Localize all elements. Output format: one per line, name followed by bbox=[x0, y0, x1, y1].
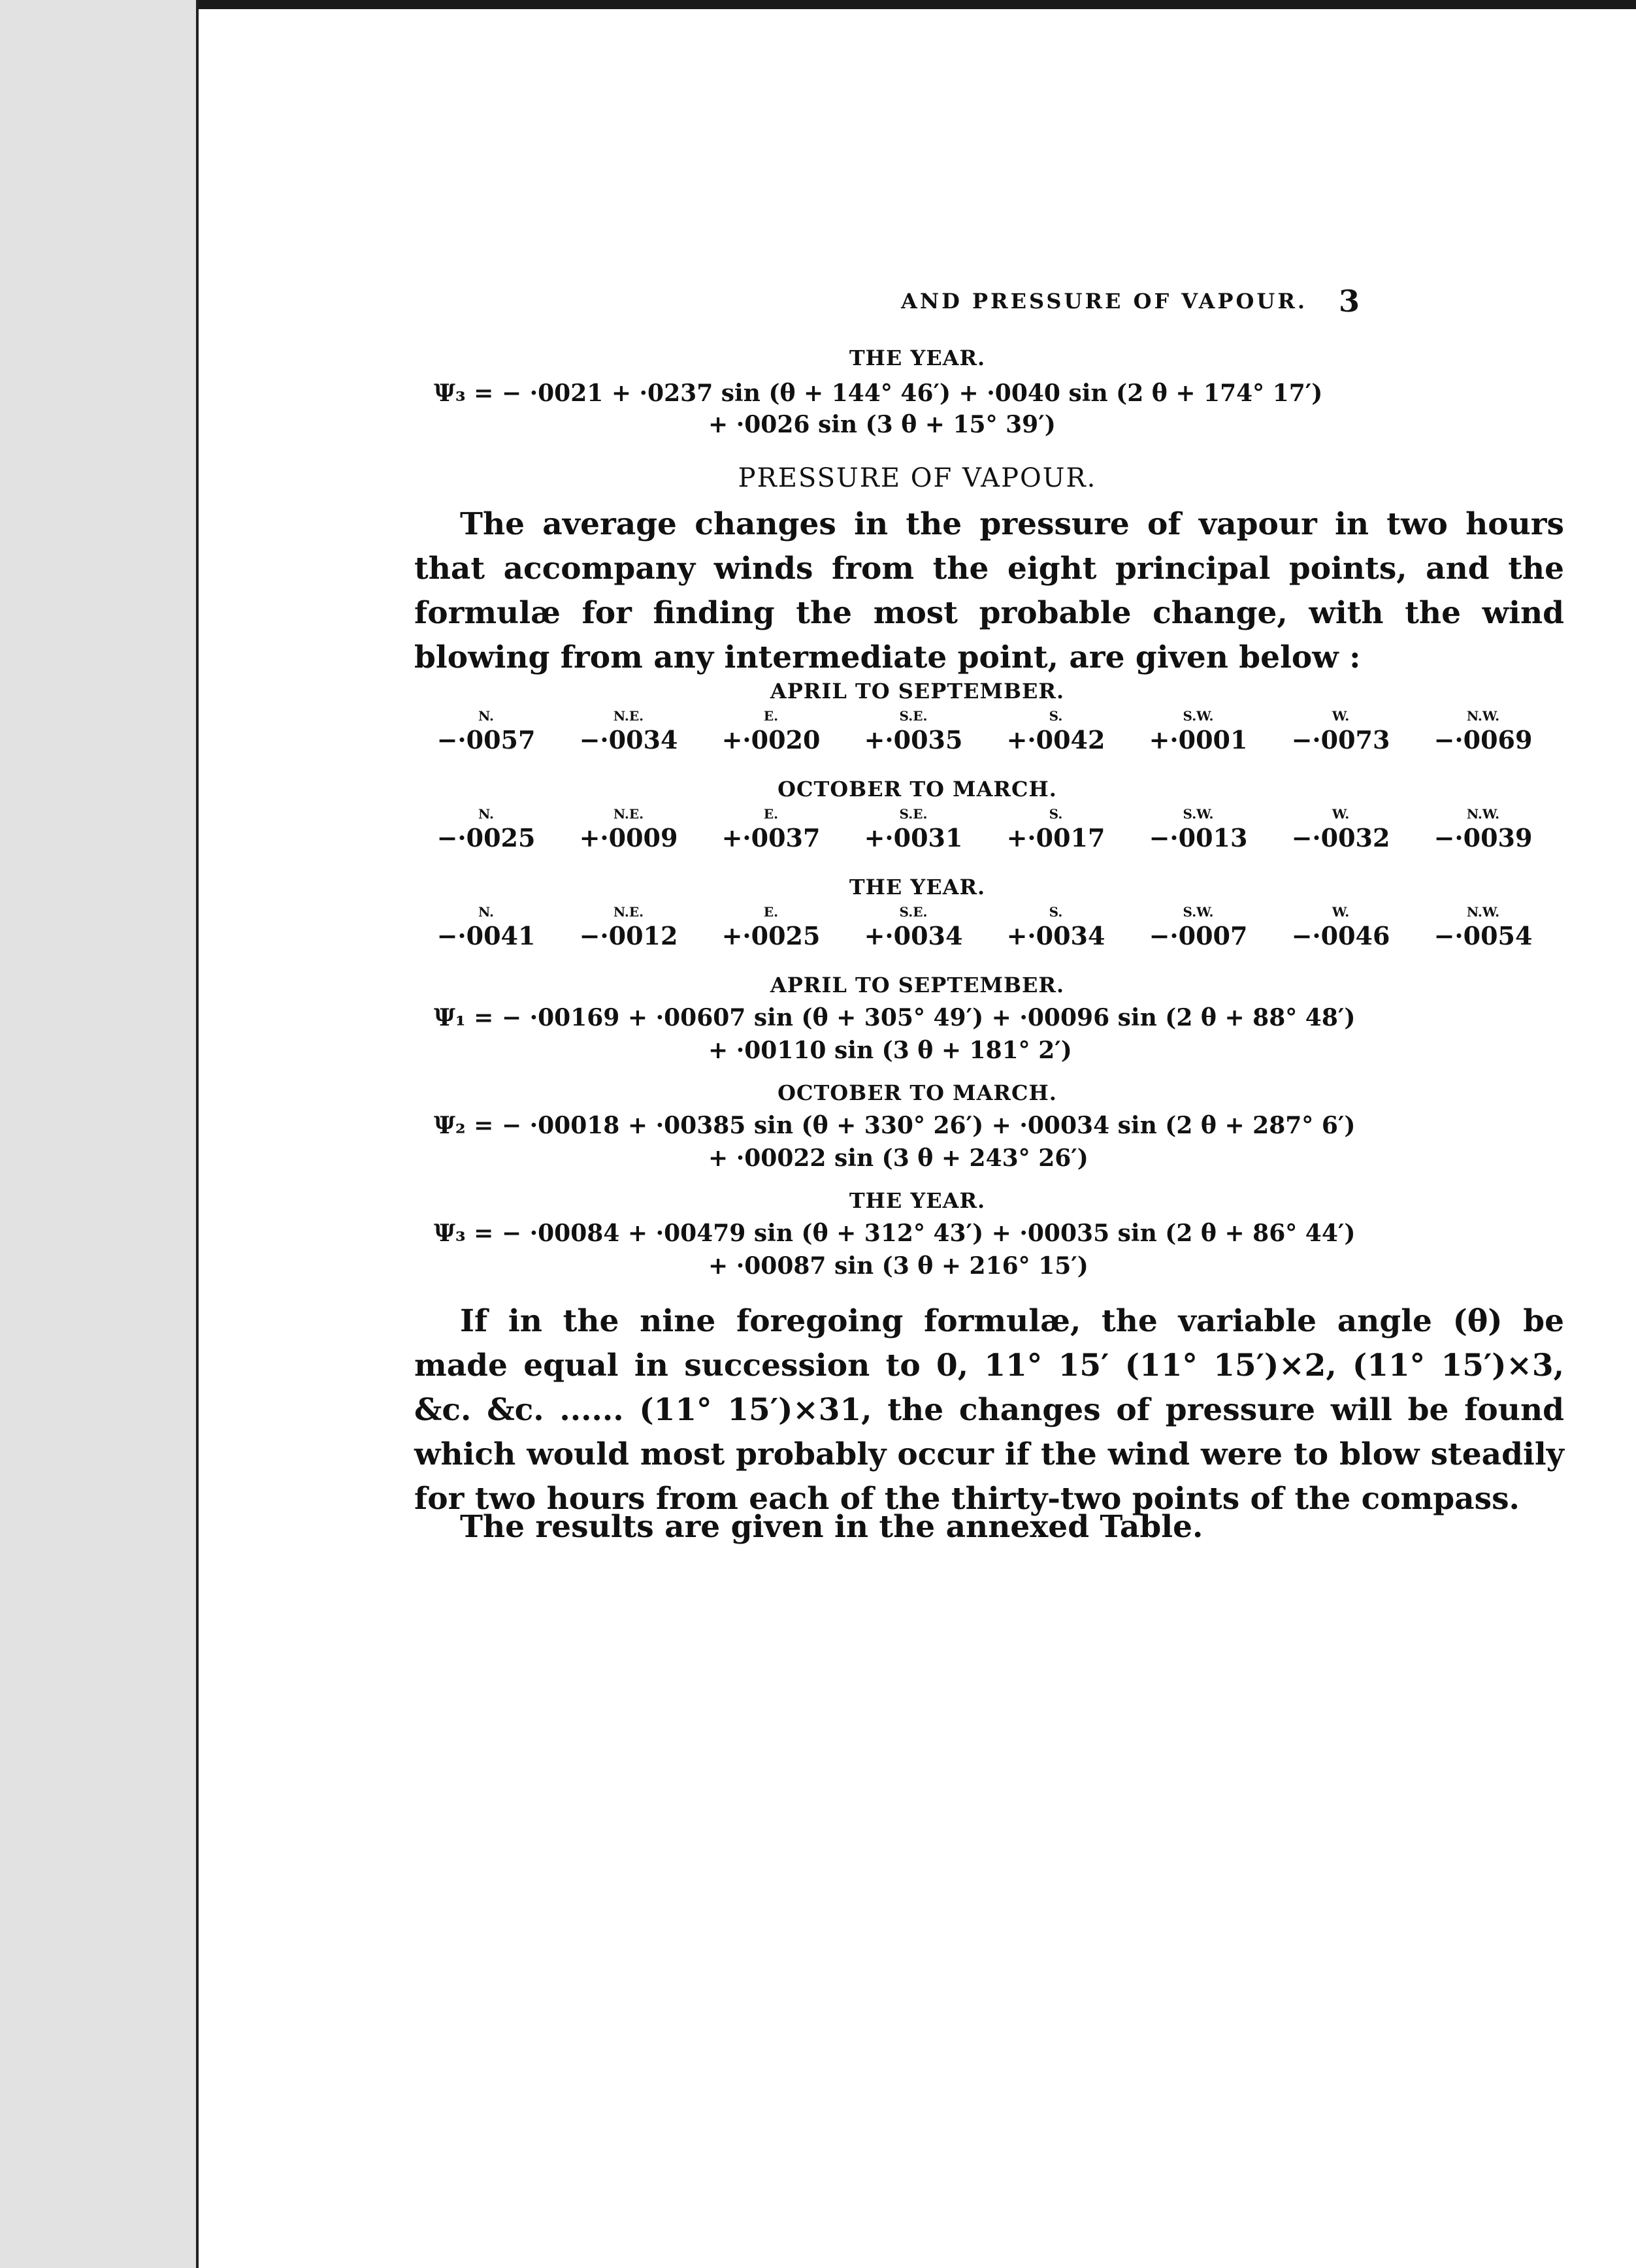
wind-cell bbox=[706, 708, 836, 767]
wind-value: −·0057 bbox=[436, 725, 536, 754]
table-caption: THE YEAR. bbox=[849, 875, 986, 899]
results-note: The results are given in the annexed Table. bbox=[460, 1509, 1203, 1545]
scan-edge bbox=[0, 0, 1636, 9]
wind-value: −·0041 bbox=[436, 921, 536, 950]
wind-cell bbox=[563, 708, 694, 767]
intro-paragraph: The average changes in the pressure of vapour in two hours that accompany winds from the eight principal points, and the formulæ for finding the most probable change, with the wind blowing from any intermediate point, are given below : bbox=[414, 506, 1564, 675]
wind-direction: W. bbox=[1332, 904, 1350, 920]
wind-cell bbox=[563, 904, 694, 963]
wind-value: −·0069 bbox=[1433, 725, 1533, 754]
wind-cell bbox=[1418, 904, 1548, 963]
wind-direction: S.W. bbox=[1183, 708, 1214, 724]
running-head: AND PRESSURE OF VAPOUR. bbox=[901, 289, 1308, 314]
wind-cell bbox=[990, 708, 1121, 767]
wind-cell bbox=[1133, 904, 1264, 963]
formula-line-1: Ψ₁ = − ·00169 + ·00607 sin (θ + 305° 49′) + ·00096 sin (2 θ + 88° 48′) bbox=[434, 1004, 1356, 1031]
wind-value: +·0042 bbox=[1006, 725, 1105, 754]
wind-value: +·0009 bbox=[579, 823, 678, 852]
wind-direction: S.W. bbox=[1183, 806, 1214, 822]
formula-line-2: + ·00087 sin (3 θ + 216° 15′) bbox=[708, 1252, 1088, 1280]
wind-row bbox=[414, 904, 1564, 963]
wind-direction: N.W. bbox=[1466, 708, 1500, 724]
wind-direction: N.E. bbox=[613, 806, 644, 822]
wind-cell bbox=[421, 708, 551, 767]
wind-direction: N. bbox=[478, 708, 494, 724]
formula-caption: THE YEAR. bbox=[849, 346, 986, 370]
wind-cell bbox=[706, 806, 836, 865]
page-header bbox=[199, 284, 1636, 329]
wind-cell bbox=[1275, 806, 1406, 865]
wind-direction: E. bbox=[763, 708, 779, 724]
wind-value: +·0017 bbox=[1006, 823, 1105, 852]
wind-direction: S.E. bbox=[899, 708, 928, 724]
wind-direction: W. bbox=[1332, 708, 1350, 724]
formula-line-1: Ψ₃ = − ·00084 + ·00479 sin (θ + 312° 43′) + ·00035 sin (2 θ + 86° 44′) bbox=[434, 1220, 1356, 1247]
wind-direction: N. bbox=[478, 806, 494, 822]
wind-value: −·0034 bbox=[579, 725, 678, 754]
wind-cell bbox=[1418, 806, 1548, 865]
wind-value: +·0034 bbox=[1006, 921, 1105, 950]
formula-line-2: + ·0026 sin (3 θ + 15° 39′) bbox=[708, 411, 1056, 438]
wind-direction: N.W. bbox=[1466, 904, 1500, 920]
wind-value: −·0025 bbox=[436, 823, 536, 852]
wind-direction: S. bbox=[1049, 904, 1063, 920]
table-caption: APRIL TO SEPTEMBER. bbox=[770, 679, 1065, 704]
wind-cell bbox=[563, 806, 694, 865]
wind-value: −·0054 bbox=[1433, 921, 1533, 950]
wind-value: −·0073 bbox=[1291, 725, 1390, 754]
formula-line-2: + ·00022 sin (3 θ + 243° 26′) bbox=[708, 1144, 1088, 1172]
wind-value: +·0020 bbox=[721, 725, 821, 754]
section-title: PRESSURE OF VAPOUR. bbox=[738, 463, 1097, 493]
wind-cell bbox=[1418, 708, 1548, 767]
wind-cell bbox=[421, 904, 551, 963]
wind-cell bbox=[1275, 904, 1406, 963]
wind-row bbox=[414, 806, 1564, 865]
wind-row bbox=[414, 708, 1564, 767]
wind-value: +·0001 bbox=[1149, 725, 1248, 754]
wind-cell bbox=[848, 708, 979, 767]
wind-direction: N. bbox=[478, 904, 494, 920]
formula-caption: APRIL TO SEPTEMBER. bbox=[770, 973, 1065, 997]
wind-value: −·0039 bbox=[1433, 823, 1533, 852]
table-caption: OCTOBER TO MARCH. bbox=[777, 777, 1057, 802]
formula-caption: OCTOBER TO MARCH. bbox=[777, 1080, 1057, 1105]
wind-direction: E. bbox=[763, 904, 779, 920]
wind-value: −·0012 bbox=[579, 921, 678, 950]
wind-value: −·0046 bbox=[1291, 921, 1390, 950]
wind-cell bbox=[990, 806, 1121, 865]
wind-value: +·0025 bbox=[721, 921, 821, 950]
wind-direction: W. bbox=[1332, 806, 1350, 822]
conclusion-paragraph: If in the nine foregoing formulæ, the variable angle (θ) be made equal in succession to 0, 11° 15′ (11° 15′)×2, (11° 15′)×3, &c. &c. ...... (11° 15′)×31, the changes of pressure will be found which would most probably occur if the wind were to blow steadily for two hours from each of the thirty-two points of the compass. bbox=[414, 1303, 1564, 1517]
formula-line-1: Ψ₃ = − ·0021 + ·0237 sin (θ + 144° 46′) + ·0040 sin (2 θ + 174° 17′) bbox=[434, 380, 1323, 407]
wind-value: +·0031 bbox=[864, 823, 963, 852]
wind-cell bbox=[421, 806, 551, 865]
wind-value: −·0007 bbox=[1149, 921, 1248, 950]
wind-cell bbox=[848, 904, 979, 963]
wind-direction: S. bbox=[1049, 806, 1063, 822]
wind-cell bbox=[990, 904, 1121, 963]
wind-direction: S.E. bbox=[899, 904, 928, 920]
wind-direction: N.E. bbox=[613, 904, 644, 920]
wind-value: −·0013 bbox=[1149, 823, 1248, 852]
wind-direction: S. bbox=[1049, 708, 1063, 724]
wind-cell bbox=[1275, 708, 1406, 767]
previous-page-edge bbox=[0, 0, 199, 2268]
wind-direction: S.E. bbox=[899, 806, 928, 822]
formula-caption: THE YEAR. bbox=[849, 1188, 986, 1213]
wind-value: +·0035 bbox=[864, 725, 963, 754]
book-page bbox=[199, 9, 1636, 2268]
wind-cell bbox=[1133, 806, 1264, 865]
wind-direction: N.E. bbox=[613, 708, 644, 724]
wind-value: +·0037 bbox=[721, 823, 821, 852]
wind-value: +·0034 bbox=[864, 921, 963, 950]
page-number: 3 bbox=[1339, 284, 1360, 319]
wind-direction: E. bbox=[763, 806, 779, 822]
wind-cell bbox=[706, 904, 836, 963]
wind-direction: N.W. bbox=[1466, 806, 1500, 822]
wind-value: −·0032 bbox=[1291, 823, 1390, 852]
wind-cell bbox=[848, 806, 979, 865]
formula-line-2: + ·00110 sin (3 θ + 181° 2′) bbox=[708, 1037, 1072, 1064]
wind-direction: S.W. bbox=[1183, 904, 1214, 920]
wind-cell bbox=[1133, 708, 1264, 767]
formula-line-1: Ψ₂ = − ·00018 + ·00385 sin (θ + 330° 26′) + ·00034 sin (2 θ + 287° 6′) bbox=[434, 1112, 1356, 1139]
